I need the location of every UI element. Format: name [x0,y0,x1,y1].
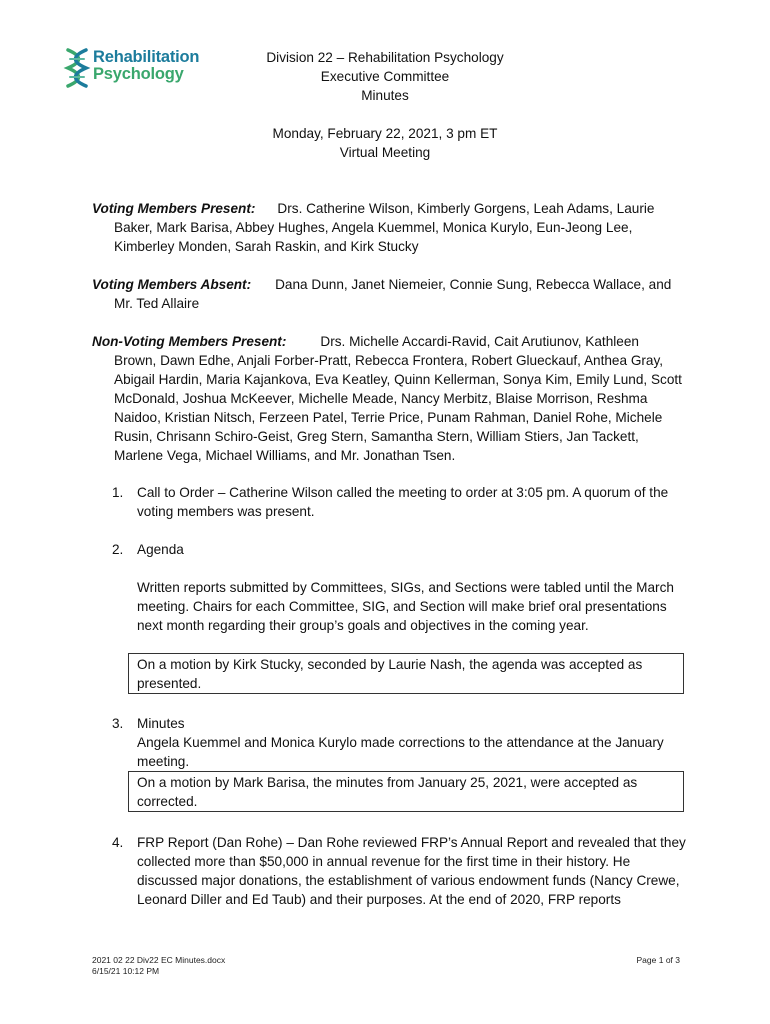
motion-box-minutes [128,771,684,812]
item-title: Minutes [137,716,185,731]
item-title: Agenda [137,542,184,557]
document-header [0,48,770,162]
voting-present-label: Voting Members Present: [92,201,256,216]
voting-present-text: Drs. Catherine Wilson, Kimberly Gorgens, Leah Adams, Laurie Baker, Mark Barisa, Abbey Hughes, Angela Kuemmel, Monica Kurylo, Eun-Jeong Lee, Kimberley Monden, Sarah Raskin, and Kirk Stucky [114,201,655,254]
meeting-location: Virtual Meeting [339,145,431,160]
footer-timestamp: 6/15/21 10:12 PM [92,966,160,976]
item-text: FRP Report (Dan Rohe) – Dan Rohe reviewed FRP’s Annual Report and revealed that they collected more than $50,000 in annual revenue for the first time in their history. He discussed major donations, the establishment of various endowment funds (Nancy Crewe, Leonard Diller and Ed Taub) and their purposes. At the end of 2020, FRP reports [137,835,686,907]
voting-present-section [92,199,682,256]
voting-absent-text: Dana Dunn, Janet Niemeier, Connie Sung, Rebecca Wallace, and Mr. Ted Allaire [114,277,672,311]
item-number: 2. [112,542,124,557]
item-number: 1. [112,485,124,500]
title-committee: Executive Committee [320,69,450,84]
logo-line1: Rehabilitation [93,48,200,66]
agenda-item-1 [112,483,687,521]
nonvoting-present-label: Non-Voting Members Present: [92,334,287,349]
footer-filename: 2021 02 22 Div22 EC Minutes.docx [92,955,226,965]
motion-text: On a motion by Kirk Stucky, seconded by Laurie Nash, the agenda was accepted as presented. [137,657,643,691]
motion-box-agenda [128,653,684,694]
title-division: Division 22 – Rehabilitation Psychology [266,50,504,65]
logo-line2: Psychology [93,65,184,83]
meeting-date: Monday, February 22, 2021, 3 pm ET [272,126,498,141]
voting-absent-section [92,275,682,313]
agenda-item-4 [112,833,687,909]
nonvoting-present-section [92,332,682,465]
item-text: Call to Order – Catherine Wilson called the meeting to order at 3:05 pm. A quorum of the voting members was present. [137,485,669,519]
voting-absent-label: Voting Members Absent: [92,277,252,292]
item-number: 4. [112,835,124,850]
footer-left [92,955,225,977]
footer-page-number: Page 1 of 3 [636,955,680,965]
agenda-item-2 [112,540,687,635]
title-minutes: Minutes [361,88,409,103]
item-text: Angela Kuemmel and Monica Kurylo made corrections to the attendance at the January meeting. [137,735,664,769]
item-number: 3. [112,716,124,731]
motion-text: On a motion by Mark Barisa, the minutes from January 25, 2021, were accepted as corrected. [137,775,638,809]
agenda-item-3 [112,714,687,771]
nonvoting-present-text: Drs. Michelle Accardi-Ravid, Cait Arutiunov, Kathleen Brown, Dawn Edhe, Anjali Forber-Pratt, Rebecca Frontera, Robert Glueckauf, Anthea Gray, Abigail Hardin, Maria Kajankova, Eva Keatley, Quinn Kellerman, Sonya Kim, Emily Lund, Scott McDonald, Joshua McKeever, Michelle Meade, Nancy Merbitz, Blaise Morrison, Reshma Naidoo, Kristian Nitsch, Ferzeen Patel, Terrie Price, Punam Rahman, Daniel Rohe, Michele Rusin, Chrisann Schiro-Geist, Greg Stern, Samantha Stern, William Stiers, Jan Tackett, Marlene Vega, Michael Williams, and Mr. Jonathan Tsen. [114,334,682,463]
item-text: Written reports submitted by Committees, SIGs, and Sections were tabled until the March meeting. Chairs for each Committee, SIG, and Section will make brief oral presentations next month regarding their group’s goals and objectives in the coming year. [137,580,674,633]
